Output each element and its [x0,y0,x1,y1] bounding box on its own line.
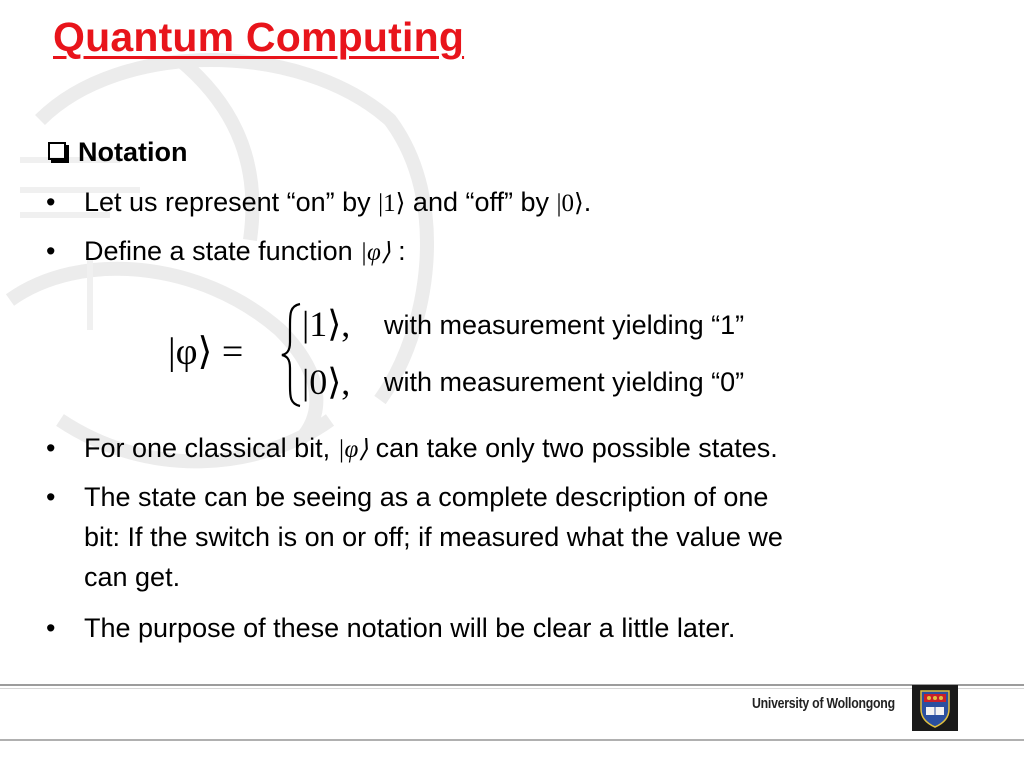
slide-title: Quantum Computing [53,14,465,60]
bullet-icon: • [46,236,56,266]
equation-case1-ket: |1⟩, [302,304,351,344]
line3-text-a: For one classical bit, [84,433,338,463]
line1-text-b: and “off” by [405,187,557,217]
line3-text-b: can take only two possible states. [368,433,778,463]
footer-divider-thin [0,688,1024,689]
footer-bottom-rule [0,739,1024,741]
bullet-line-state-function [84,233,406,271]
heading-text: Notation [78,137,188,167]
equation-case2-ket: |0⟩, [302,362,351,402]
bullet-line-representation [84,184,591,222]
ket-one: |1⟩ [378,190,406,217]
bullet-line-purpose: The purpose of these notation will be clear a little later. [84,613,736,643]
bullet-icon: • [46,482,56,512]
bullet-icon: • [46,613,56,643]
section-heading [48,134,187,170]
university-name: University of Wollongong [752,695,895,712]
checkbox-bullet-icon [48,142,66,160]
left-brace-icon [280,302,304,408]
ket-phi: |φ⟩ [360,239,391,266]
bullet-icon: • [46,433,56,463]
bullet-line-state-description-3: can get. [84,562,181,592]
equation-case2-text: with measurement yielding “0” [384,367,745,397]
footer-divider [0,684,1024,686]
university-crest-icon [912,685,958,731]
equation-lhs: |φ⟩ = [168,331,244,373]
line1-text-c: . [583,187,592,217]
bullet-line-state-description-1: The state can be seeing as a complete description of one [84,482,769,512]
equation-case1-text: with measurement yielding “1” [384,310,745,340]
ket-zero: |0⟩ [556,190,584,217]
bullet-line-classical-bit [84,430,778,468]
bullet-icon: • [46,187,56,217]
line2-text-b: : [390,236,406,266]
line1-text-a: Let us represent “on” by [84,187,379,217]
ket-phi: |φ⟩ [337,436,369,463]
bullet-line-state-description-2: bit: If the switch is on or off; if measured what the value we [84,522,783,552]
line2-text-a: Define a state function [84,236,361,266]
